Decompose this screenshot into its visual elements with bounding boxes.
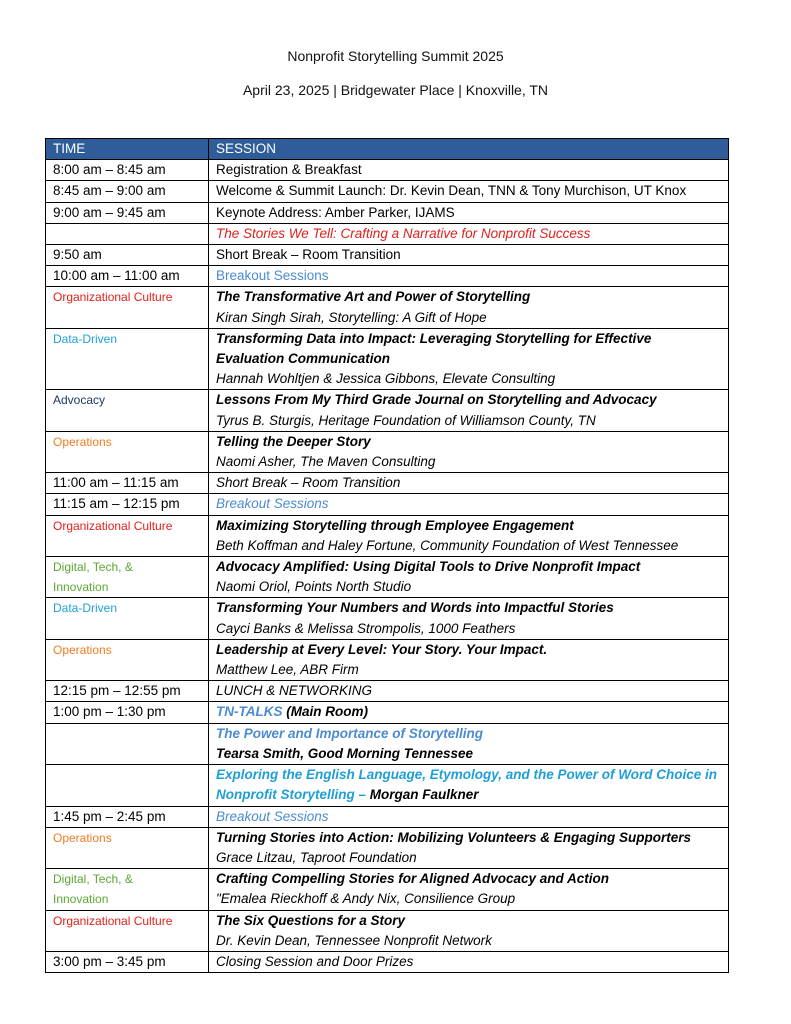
table-header-row [46,139,729,160]
track-label-line: Innovation [53,580,109,595]
session-title: Maximizing Storytelling through Employee Engagement [216,517,574,533]
time-cell: 3:00 pm – 3:45 pm [46,951,209,972]
table-row [46,681,729,702]
talk-title: The Power and Importance of Storytelling [216,725,484,741]
page-title: Nonprofit Storytelling Summit 2025 [287,48,504,64]
talk-title-end: Nonprofit Storytelling – [216,787,370,803]
session-cell [209,287,729,328]
track-label [46,869,209,910]
session-cell: Welcome & Summit Launch: Dr. Kevin Dean, TNN & Tony Murchison, UT Knox [209,181,729,202]
session-cell [209,827,729,868]
table-row [46,266,729,287]
time-cell [46,223,209,244]
track-label: Operations [46,431,209,472]
session-title: Lessons From My Third Grade Journal on Storytelling and Advocacy [216,392,657,408]
time-cell: 11:15 am – 12:15 pm [46,494,209,515]
session-cell [209,639,729,680]
session-speaker: Kiran Singh Sirah, Storytelling: A Gift of Hope [216,309,487,325]
table-row [46,557,729,598]
session-cell [209,515,729,556]
session-speaker: Cayci Banks & Melissa Strompolis, 1000 Feathers [216,620,516,636]
session-title: Advocacy Amplified: Using Digital Tools to Drive Nonprofit Impact [216,559,641,575]
session-cell [209,328,729,390]
breakout-heading-cell: Breakout Sessions [209,494,729,515]
track-label: Organizational Culture [46,910,209,951]
session-title: The Transformative Art and Power of Storytelling [216,289,531,305]
session-cell [209,598,729,639]
room-label: (Main Room) [282,704,368,720]
time-cell: 11:00 am – 11:15 am [46,473,209,494]
time-cell: 1:45 pm – 2:45 pm [46,806,209,827]
session-speaker: Naomi Asher, The Maven Consulting [216,454,436,470]
time-cell: 12:15 pm – 12:55 pm [46,681,209,702]
session-speaker: "Emalea Rieckhoff & Andy Nix, Consilience Group [216,891,516,907]
talk-title-cont [216,785,728,805]
track-label-line: Innovation [53,892,109,907]
table-row [46,328,729,390]
session-speaker: Tyrus B. Sturgis, Heritage Foundation of Williamson County, TN [216,412,596,428]
table-row [46,202,729,223]
table-row [46,639,729,680]
session-cell: Short Break – Room Transition [209,245,729,266]
talk-title: Exploring the English Language, Etymology, and the Power of Word Choice in [216,767,718,783]
session-speaker: Dr. Kevin Dean, Tennessee Nonprofit Network [216,932,492,948]
table-row [46,765,729,806]
session-cell [209,765,729,806]
time-cell: 9:50 am [46,245,209,266]
table-row [46,910,729,951]
track-label: Operations [46,827,209,868]
tn-talks-label: TN-TALKS [216,704,283,720]
time-cell [46,765,209,806]
time-cell: 1:00 pm – 1:30 pm [46,702,209,723]
time-cell: 9:00 am – 9:45 am [46,202,209,223]
session-cell: LUNCH & NETWORKING [209,681,729,702]
table-row [46,869,729,910]
session-title: The Six Questions for a Story [216,912,406,928]
breakout-heading-cell: Breakout Sessions [209,266,729,287]
event-details: April 23, 2025 | Bridgewater Place | Knoxville, TN [242,82,549,98]
session-title: Turning Stories into Action: Mobilizing Volunteers & Engaging Supporters [216,829,691,845]
session-title: Crafting Compelling Stories for Aligned Advocacy and Action [216,871,610,887]
session-title-cont: Evaluation Communication [216,351,391,367]
session-title: Transforming Your Numbers and Words into Impactful Stories [216,600,614,616]
table-row [46,473,729,494]
table-row [46,160,729,181]
session-title: Leadership at Every Level: Your Story. Your Impact. [216,641,548,657]
session-title: Telling the Deeper Story [216,433,371,449]
session-speaker: Grace Litzau, Taproot Foundation [216,849,417,865]
session-title: Transforming Data into Impact: Leveraging Storytelling for Effective [216,330,652,346]
table-row [46,951,729,972]
session-cell: Short Break – Room Transition [209,473,729,494]
table-row [46,827,729,868]
session-cell [209,723,729,764]
time-cell: 8:45 am – 9:00 am [46,181,209,202]
session-speaker: Hannah Wohltjen & Jessica Gibbons, Elevate Consulting [216,371,556,387]
table-row [46,806,729,827]
time-cell [46,723,209,764]
talk-speaker: Tearsa Smith, Good Morning Tennessee [216,745,474,761]
track-label-line: Digital, Tech, & [53,560,133,575]
schedule-table [45,138,729,973]
session-cell [209,702,729,723]
table-row [46,515,729,556]
track-label: Organizational Culture [46,287,209,328]
session-speaker: Matthew Lee, ABR Firm [216,662,359,678]
time-cell: 10:00 am – 11:00 am [46,266,209,287]
track-label-line: Digital, Tech, & [53,872,133,887]
track-label: Organizational Culture [46,515,209,556]
session-cell: Registration & Breakfast [209,160,729,181]
session-cell [209,910,729,951]
table-row [46,702,729,723]
session-cell [209,390,729,431]
track-label: Advocacy [46,390,209,431]
session-speaker: Naomi Oriol, Points North Studio [216,579,412,595]
table-row [46,181,729,202]
session-column-header: SESSION [209,139,729,160]
session-cell [209,431,729,472]
table-row [46,431,729,472]
table-row [46,287,729,328]
breakout-heading-cell: Breakout Sessions [209,806,729,827]
talk-speaker: Morgan Faulkner [369,787,479,803]
table-row [46,598,729,639]
track-label: Data-Driven [46,328,209,390]
track-label: Data-Driven [46,598,209,639]
session-cell: Closing Session and Door Prizes [209,951,729,972]
time-column-header: TIME [46,139,209,160]
session-cell [209,557,729,598]
session-speaker: Beth Koffman and Haley Fortune, Community Foundation of West Tennessee [216,537,679,553]
track-label [46,557,209,598]
table-row [46,723,729,764]
table-row [46,245,729,266]
table-row [46,494,729,515]
track-label: Operations [46,639,209,680]
keynote-title-cell: The Stories We Tell: Crafting a Narrative for Nonprofit Success [209,223,729,244]
table-row [46,223,729,244]
time-cell: 8:00 am – 8:45 am [46,160,209,181]
session-cell: Keynote Address: Amber Parker, IJAMS [209,202,729,223]
session-cell [209,869,729,910]
table-row [46,390,729,431]
